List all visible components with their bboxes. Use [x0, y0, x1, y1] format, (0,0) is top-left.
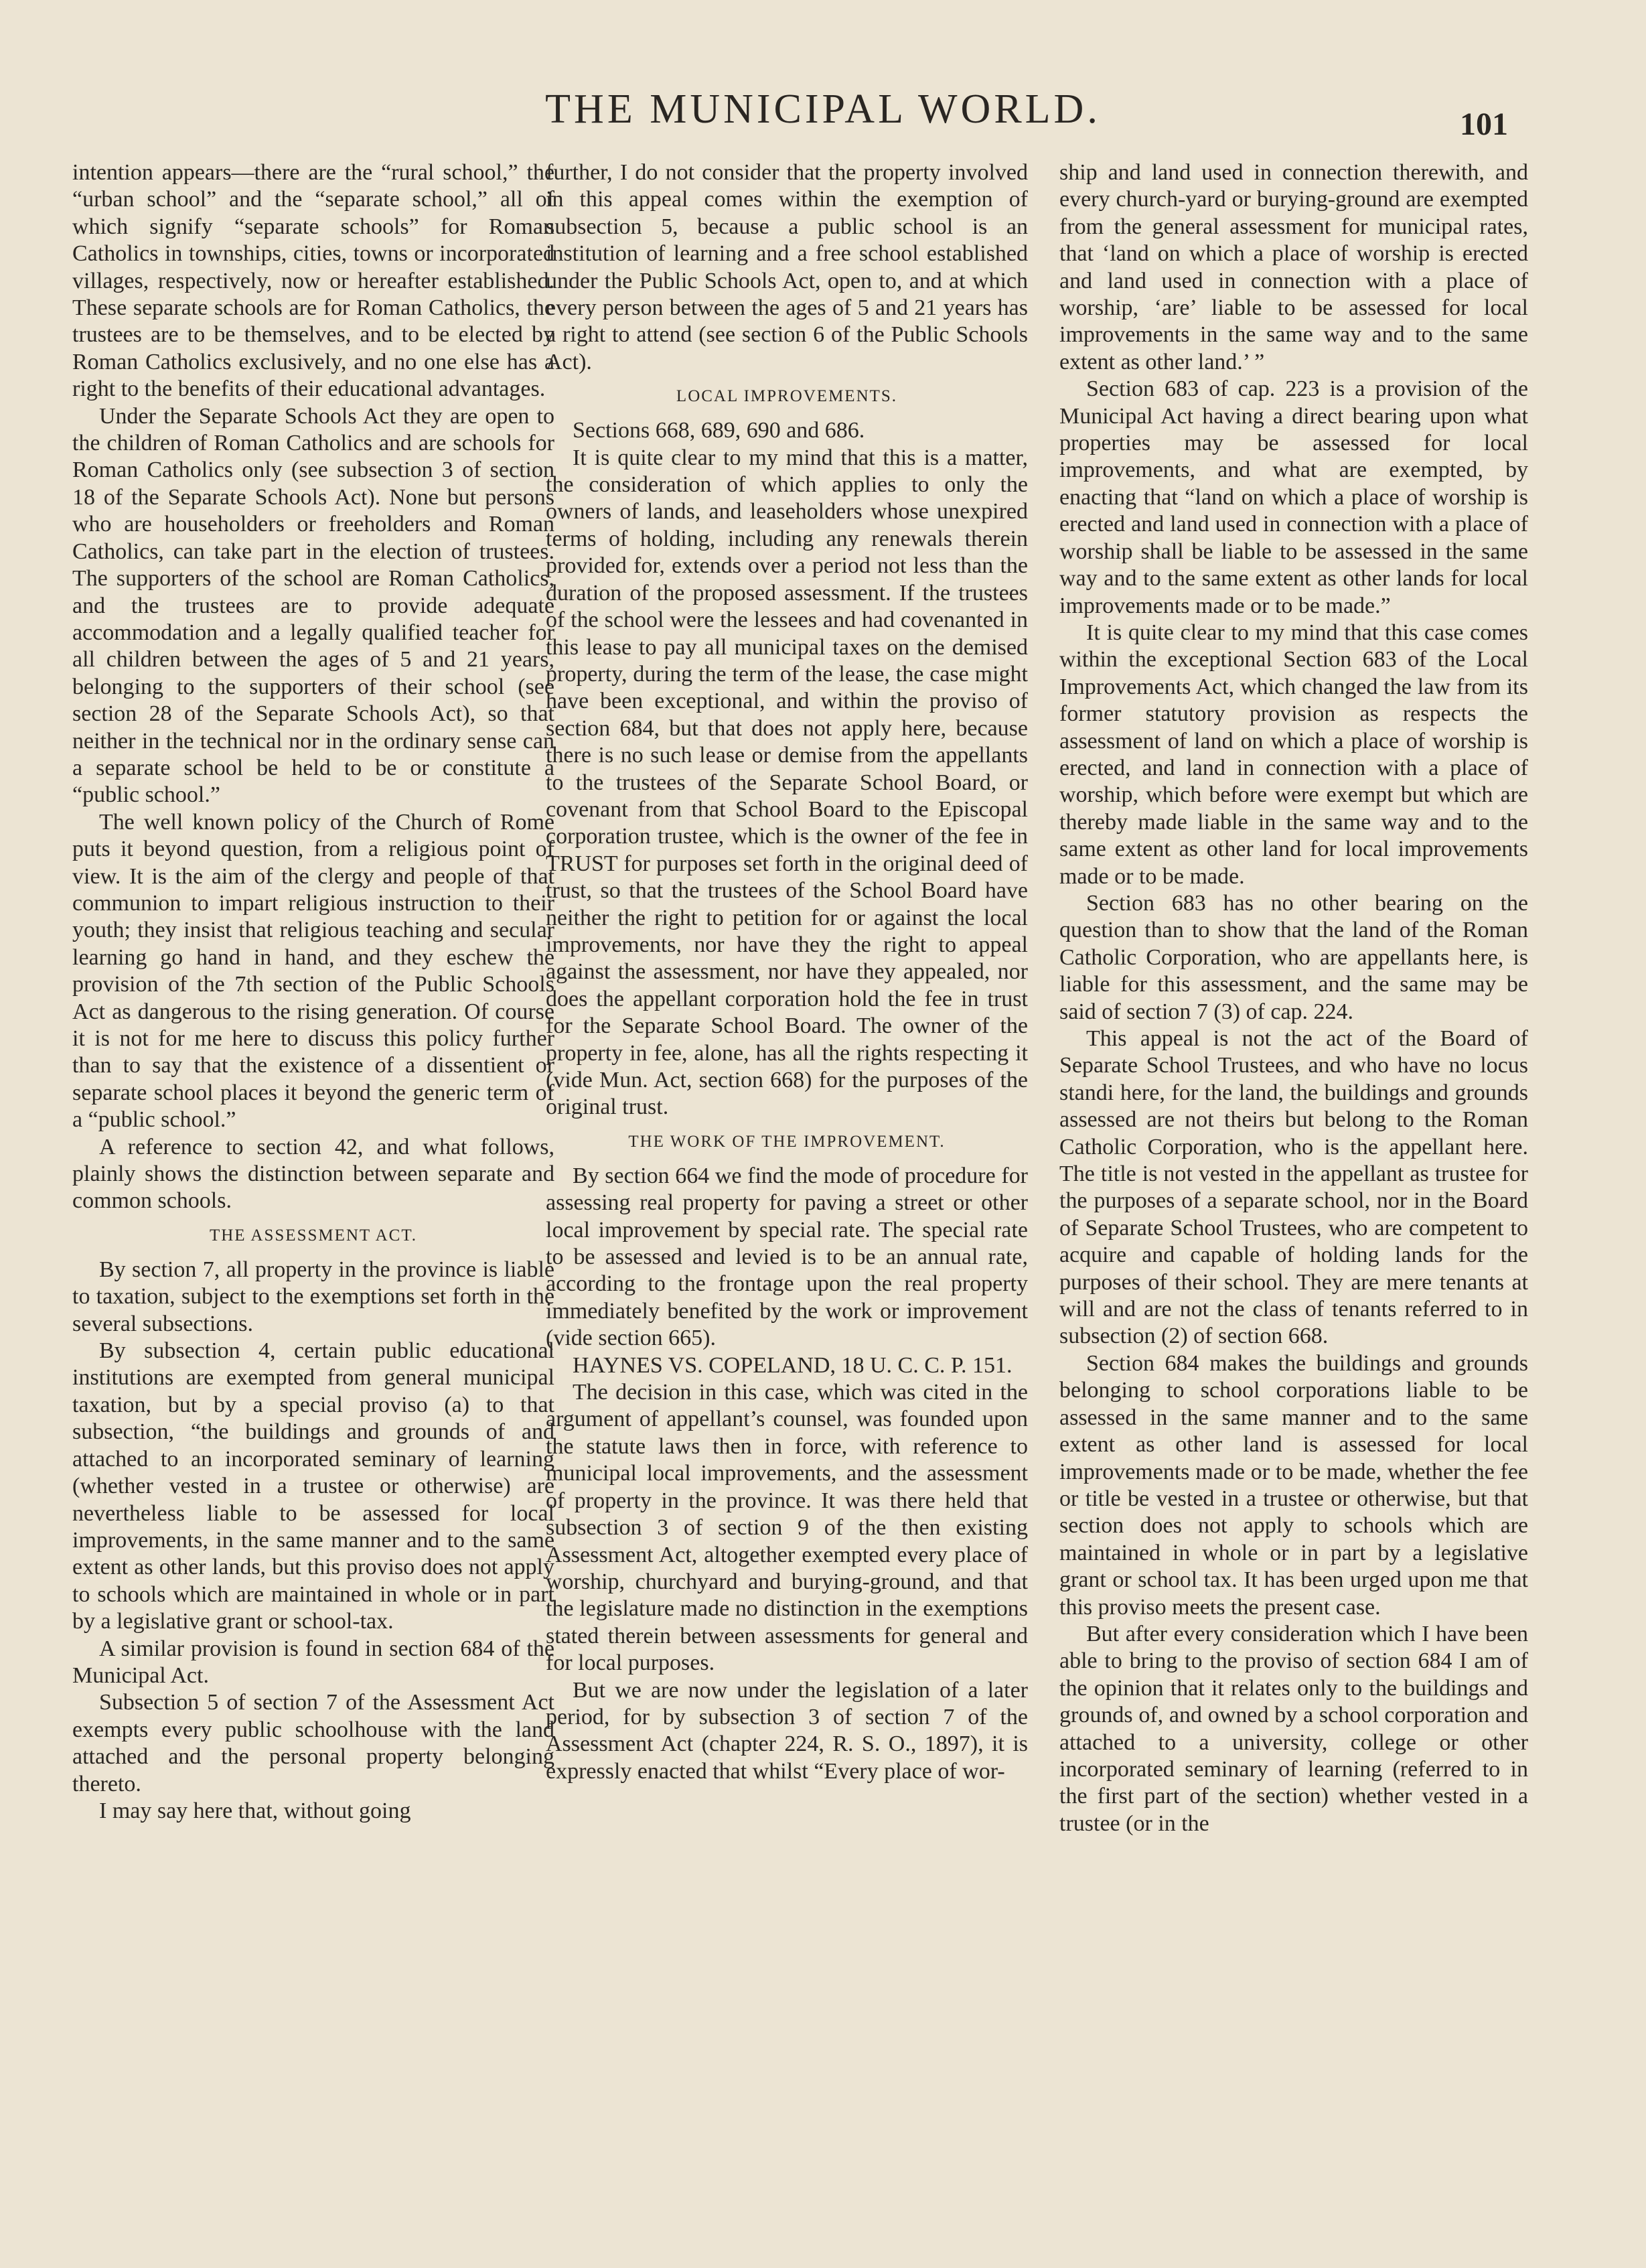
paragraph: Section 683 of cap. 223 is a provision of the Municipal Act having a direct bearing upon what properties may be assessed for local improvements, and what are exempted, by enacting that “land on which a place of worship is erected and land used in connection with a place of worship shall be liable to be assessed in the same way and to the same extent as other lands for local improvements made or to be made.”	[1059, 376, 1528, 618]
masthead: THE MUNICIPAL WORLD.	[545, 86, 1101, 132]
paragraph: This appeal is not the act of the Board of Separate School Trustees, and who have no locus standi here, for the land, the buildings and grounds assessed are not theirs but belong to the Roman Catholic Corporation, who is the appellant here. The title is not vested in the appellant as trustee for the purposes of a separate school, nor in the Board of Separate School Trustees, who are competent to acquire and capable of holding lands for the purposes of their school. They are mere tenants at will and are not the class of tenants referred to in subsection (2) of section 668.	[1059, 1026, 1528, 1349]
paragraph: The decision in this case, which was cited in the argument of appellant’s counsel, was founded upon the statute laws then in force, with reference to municipal local improvements, and the assessment of property in the province. It was there held that subsection 3 of section 9 of the then existing Assessment Act, altogether exempted every place of worship, churchyard and burying-ground, and that the legislature made no distinction in the exemptions stated therein between assessments for general and for local purposes.	[546, 1380, 1028, 1676]
section-heading: THE ASSESSMENT ACT.	[209, 1226, 418, 1245]
paragraph: By section 664 we find the mode of procedure for assessing real property for paving a street or other local improvement by special rate. The special rate to be assessed and levied is to be an annual rate, according to the frontage upon the real property immediately benefited by the work or improvement (vide section 665).	[546, 1163, 1028, 1351]
paragraph: But we are now under the legislation of a later period, for by subsection 3 of section 7 of the Assessment Act (chapter 224, R. S. O., 1897), it is expressly enacted that whilst “Every place of wor-	[546, 1677, 1028, 1784]
paragraph: But after every consideration which I have been able to bring to the proviso of section 684 I am of the opinion that it relates only to the buildings and grounds of, and owned by a school corporation and attached to a university, college or other incorporated seminary of learning (referred to in the first part of the section) whether vested in a trustee (or in the	[1059, 1621, 1528, 1836]
paragraph: The well known policy of the Church of Rome puts it beyond question, from a religious point of view. It is the aim of the clergy and people of that communion to impart religious instruction to their youth; they insist that religious teaching and secular learning go hand in hand, and they eschew the provision of the 7th section of the Public Schools Act as dangerous to the rising generation. Of course it is not for me here to discuss this policy further than to say that the existence of a dissentient or separate school places it beyond the generic term of a “public school.”	[72, 809, 554, 1133]
paragraph: further, I do not consider that the property involved in this appeal comes within the exemption of subsection 5, because a public school is an institution of learning and a free school established under the Public Schools Act, open to, and at which every person between the ages of 5 and 21 years has a right to attend (see section 6 of the Public Schools Act).	[546, 160, 1028, 374]
section-heading: THE WORK OF THE IMPROVEMENT.	[628, 1132, 946, 1151]
page-number: 101	[1460, 107, 1508, 142]
paragraph: By subsection 4, certain public educational institutions are exempted from general municipal taxation, but by a special proviso (a) to that subsection, “the buildings and grounds of and attached to an incorporated seminary of learning (whether vested in a trustee or otherwise) are nevertheless liable to be assessed for local improvements, in the same manner and to the same extent as other lands, but this proviso does not apply to schools which are maintained in whole or in part by a legislative grant or school-tax.	[72, 1338, 554, 1634]
paragraph: I may say here that, without going	[99, 1798, 411, 1823]
paragraph: intention appears—there are the “rural school,” the “urban school” and the “separate school,” all of which signify “separate schools” for Roman Catholics in townships, cities, towns or incorporated villages, respectively, now or hereafter established. These separate schools are for Roman Catholics, the trustees are to be themselves, and to be elected by Roman Catholics exclusively, and no one else has a right to the benefits of their educational advantages.	[72, 160, 554, 402]
paragraph: It is quite clear to my mind that this case comes within the exceptional Section 683 of the Local Improvements Act, which changed the law from its former statutory provision as respects the assessment of land on which a place of worship is erected, and land in connection with a place of worship, which before were exempt but which are thereby made liable in the same way and to the same extent as other land for local improvements made or to be made.	[1059, 620, 1528, 889]
paragraph: Subsection 5 of section 7 of the Assessment Act exempts every public schoolhouse with the land attached and the personal property belonging thereto.	[72, 1690, 554, 1796]
paragraph: A reference to section 42, and what follows, plainly shows the distinction between separate and common schools.	[72, 1134, 554, 1214]
column-1	[72, 159, 554, 2196]
paragraph: By section 7, all property in the province is liable to taxation, subject to the exemptions set forth in the several subsections.	[72, 1257, 554, 1336]
paragraph: A similar provision is found in section 684 of the Municipal Act.	[72, 1636, 554, 1688]
case-citation: HAYNES VS. COPELAND, 18 U. C. C. P. 151.	[573, 1352, 1013, 1378]
paragraph: Section 684 makes the buildings and grounds belonging to school corporations liable to be assessed in the same manner and to the same extent as other land is assessed for local improvements made or to be made, whether the fee or title be vested in a trustee or otherwise, but that section does not apply to schools which are maintained in whole or in part by a legislative grant or school tax. It has been urged upon me that this proviso meets the present case.	[1059, 1350, 1528, 1620]
column-2	[546, 159, 1028, 2196]
section-heading: LOCAL IMPROVEMENTS.	[676, 387, 898, 406]
paragraph: Section 683 has no other bearing on the question than to show that the land of the Roman Catholic Corporation, who are appellants here, is liable for this assessment, and the same may be said of section 7 (3) of cap. 224.	[1059, 890, 1528, 1024]
paragraph: It is quite clear to my mind that this is a matter, the consideration of which applies to only the owners of lands, and leaseholders whose unexpired terms of holding, including any renewals therein provided for, extends over a period not less than the duration of the proposed assessment. If the trustees of the school were the lessees and had covenanted in this lease to pay all municipal taxes on the demised property, during the term of the lease, the case might have been exceptional, and within the proviso of section 684, but that does not apply here, because there is no such lease or demise from the appellants to the trustees of the Separate School Board, or covenant from that School Board to the Episcopal corporation trustee, which is the owner of the fee in TRUST for purposes set forth in the original deed of trust, so that the trustees of the School Board have neither the right to petition for or against the local improvements, nor have they the right to appeal against the assessment, nor have they appealed, nor does the appellant corporation hold the fee in trust for the Separate School Board. The owner of the property in fee, alone, has all the rights respecting it (vide Mun. Act, section 668) for the purposes of the original trust.	[546, 445, 1028, 1120]
column-3	[1059, 159, 1528, 2196]
paragraph: Sections 668, 689, 690 and 686.	[573, 418, 865, 443]
paragraph: Under the Separate Schools Act they are open to the children of Roman Catholics and are schools for Roman Catholics only (see subsection 3 of section 18 of the Separate Schools Act). None but persons who are householders or freeholders and Roman Catholics, can take part in the election of trustees. The supporters of the school are Roman Catholics, and the trustees are to provide adequate accommodation and a legally qualified teacher for all children between the ages of 5 and 21 years, belonging to the supporters of their school (see section 28 of the Separate Schools Act), so that neither in the technical nor in the ordinary sense can a separate school be held to be or constitute a “public school.”	[72, 403, 554, 808]
paragraph: ship and land used in connection therewith, and every church-yard or burying-ground are exempted from the general assessment for municipal rates, that ‘land on which a place of worship is erected and land used in connection with a place of worship, ‘are’ liable to be assessed for local improvements in the same way and to the same extent as other land.’ ”	[1059, 160, 1528, 374]
